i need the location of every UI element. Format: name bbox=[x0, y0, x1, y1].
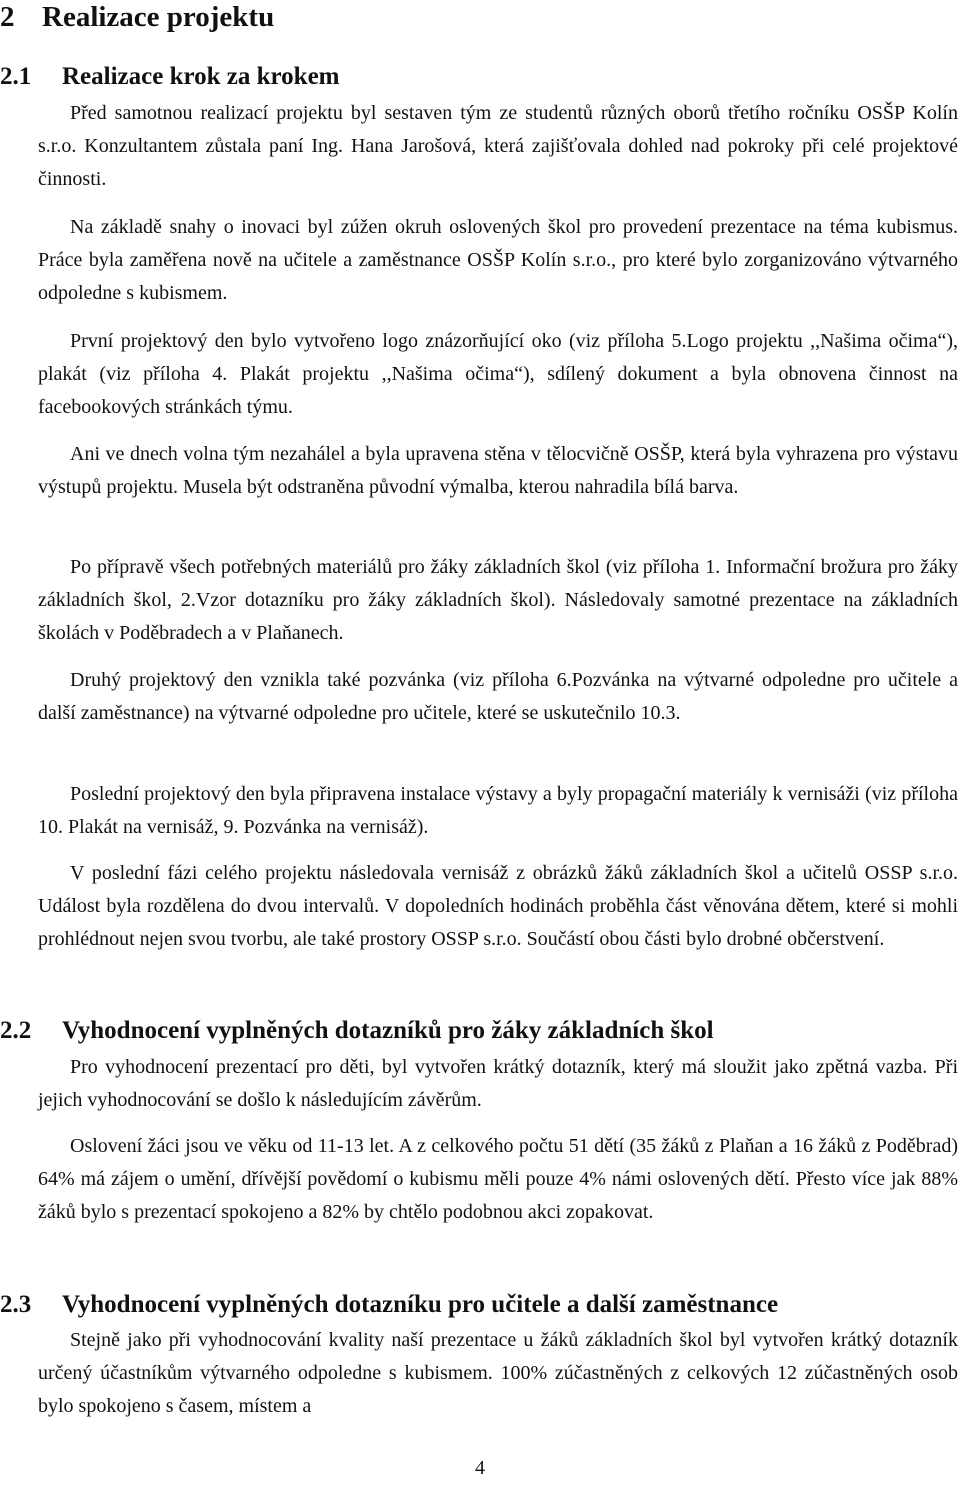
section-number: 2.2 bbox=[0, 1017, 32, 1044]
paragraph: V poslední fázi celého projektu následovala vernisáž z obrázků žáků základních škol a učitelů OSSP s.r.o. Událost byla rozdělena do dvou intervalů. V dopoledních hodinách proběhla část věnována dětem, které si mohli prohlédnout nejen svou tvorbu, ale také prostory OSSP s.r.o. Součástí obou části bylo drobné občerstvení. bbox=[38, 862, 958, 950]
paragraph: Oslovení žáci jsou ve věku od 11-13 let. A z celkového počtu 51 dětí (35 žáků z Plaňan a 16 žáků z Poděbrad) 64% má zájem o umění, dřívější povědomí o kubismu měli pouze 4% námi oslovených dětí. Přesto více jak 88% žáků bylo s prezentací spokojeno a 82% by chtělo podobnou akci zopakovat. bbox=[38, 1135, 958, 1223]
paragraph: Před samotnou realizací projektu byl sestaven tým ze studentů různých oborů třetího ročníku OSŠP Kolín s.r.o. Konzultantem zůstala paní Ing. Hana Jarošová, která zajišťovala dohled nad pokroky při celé projektové činnosti. bbox=[38, 102, 958, 190]
chapter-title: Realizace projektu bbox=[42, 1, 275, 33]
paragraph: Stejně jako při vyhodnocování kvality naší prezentace u žáků základních škol byl vytvořen krátký dotazník určený účastníkům výtvarného odpoledne s kubismem. 100% zúčastněných z celkových 12 zúčastněných osob bylo spokojeno s časem, místem a bbox=[38, 1329, 958, 1417]
section-number: 2.1 bbox=[0, 63, 32, 90]
paragraph: Pro vyhodnocení prezentací pro děti, byl vytvořen krátký dotazník, který má sloužit jako zpětná vazba. Při jejich vyhodnocování se došlo k následujícím závěrům. bbox=[38, 1056, 958, 1111]
section-title: Vyhodnocení vyplněných dotazníků pro žáky základních škol bbox=[62, 1017, 714, 1044]
section-heading-2-2 bbox=[0, 1016, 714, 1046]
page-number: 4 bbox=[475, 1457, 485, 1479]
paragraph: Poslední projektový den byla připravena instalace výstavy a byly propagační materiály k vernisáži (viz příloha 10. Plakát na vernisáž, 9. Pozvánka na vernisáž). bbox=[38, 783, 958, 838]
paragraph: Na základě snahy o inovaci byl zúžen okruh oslovených škol pro provedení prezentace na téma kubismus. Práce byla zaměřena nově na učitele a zaměstnance OSŠP Kolín s.r.o., pro které bylo zorganizováno výtvarného odpoledne s kubismem. bbox=[38, 216, 958, 304]
paragraph: Druhý projektový den vznikla také pozvánka (viz příloha 6.Pozvánka na výtvarné odpoledne pro učitele a další zaměstnance) na výtvarné odpoledne pro učitele, které se uskutečnilo 10.3. bbox=[38, 669, 958, 724]
paragraph: První projektový den bylo vytvořeno logo znázorňující oko (viz příloha 5.Logo projektu ,,Našima očima“), plakát (viz příloha 4. Plakát projektu ,,Našima očima“), sdílený dokument a byla obnovena činnost na facebookových stránkách týmu. bbox=[38, 330, 958, 418]
paragraph: Ani ve dnech volna tým nezahálel a byla upravena stěna v tělocvičně OSŠP, která byla vyhrazena pro výstavu výstupů projektu. Musela být odstraněna původní výmalba, kterou nahradila bílá barva. bbox=[38, 443, 958, 498]
chapter-heading bbox=[0, 0, 274, 34]
section-title: Realizace krok za krokem bbox=[62, 63, 340, 90]
section-heading-2-1 bbox=[0, 62, 340, 92]
section-heading-2-3 bbox=[0, 1290, 778, 1320]
section-number: 2.3 bbox=[0, 1291, 32, 1318]
section-title: Vyhodnocení vyplněných dotazníku pro učitele a další zaměstnance bbox=[62, 1291, 779, 1318]
chapter-number: 2 bbox=[0, 1, 15, 33]
paragraph: Po přípravě všech potřebných materiálů pro žáky základních škol (viz příloha 1. Informační brožura pro žáky základních škol, 2.Vzor dotazníku pro žáky základních škol). Následovaly samotné prezentace na základních školách v Poděbradech a v Plaňanech. bbox=[38, 556, 958, 644]
